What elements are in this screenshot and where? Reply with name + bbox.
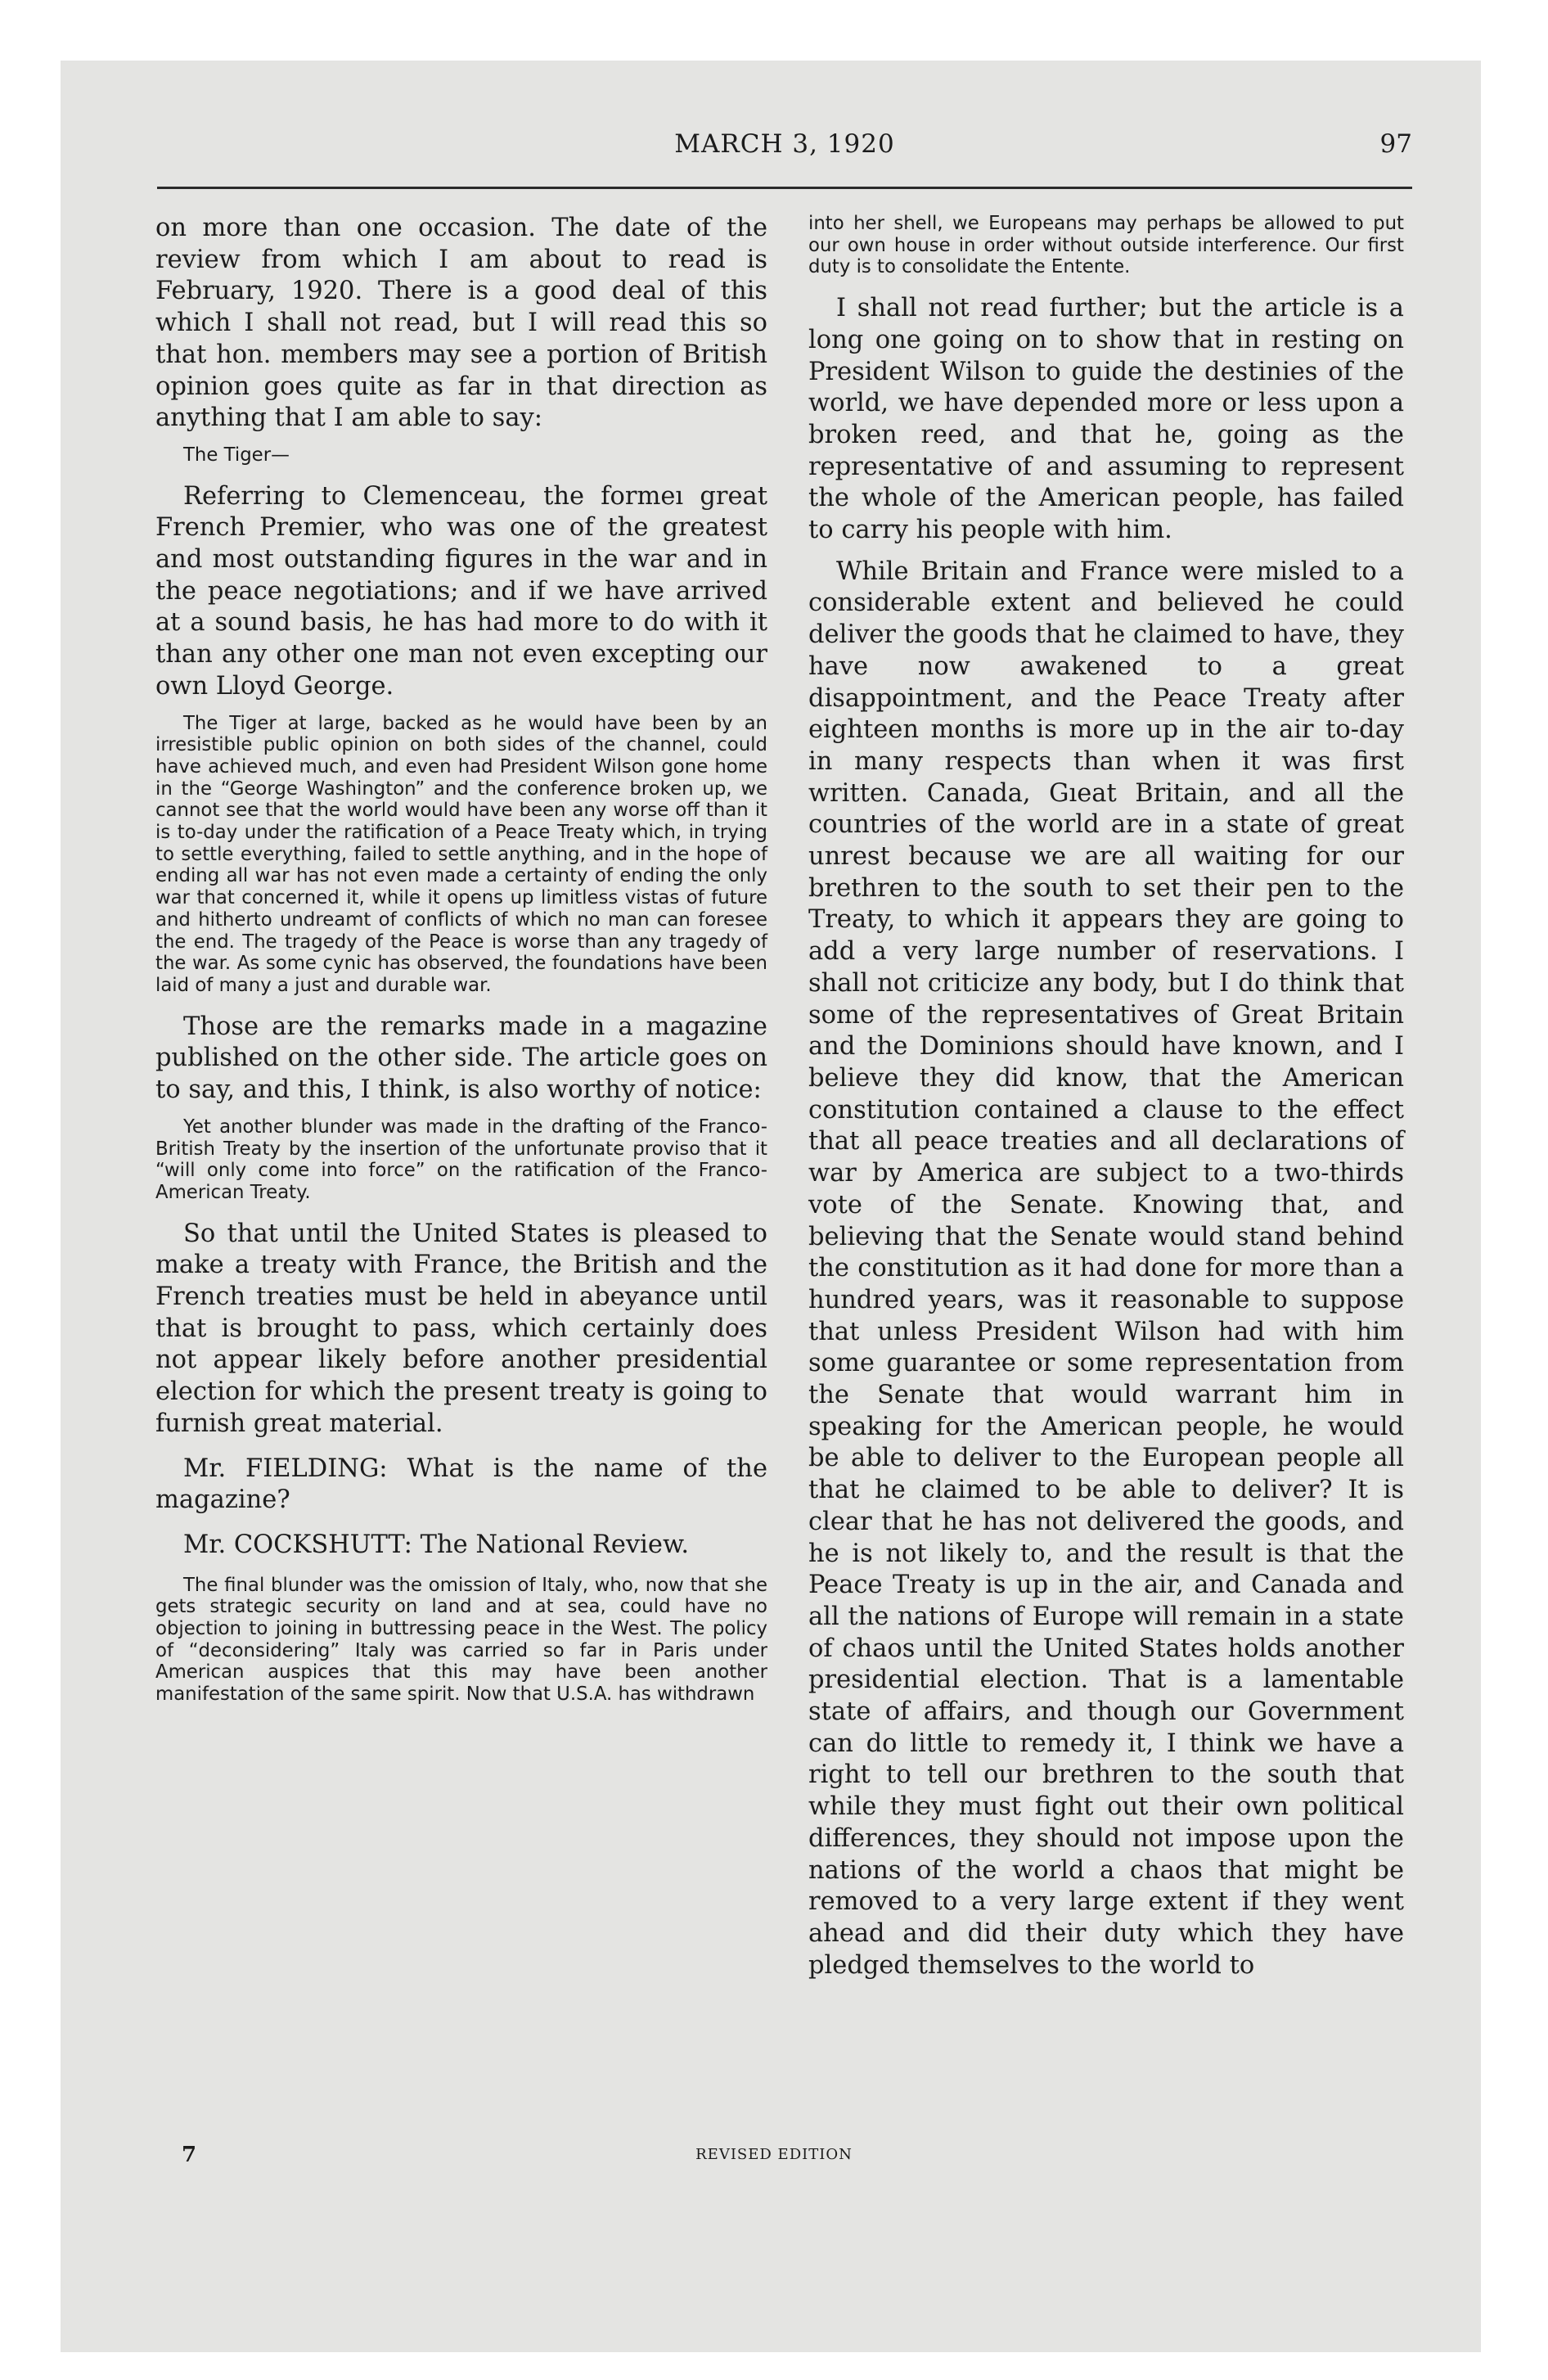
paragraph: on more than one occasion. The date of the review from which I am about to read is February, 1920. There is a good deal of this which I shall not read, but I will read this so that hon. members may see a portion of British opinion goes quite as far in that direction as anything that I am able to say: <box>155 214 767 433</box>
speaker-line: Mr. COCKSHUTT: The National Review. <box>183 1530 690 1559</box>
block-quote: The final blunder was the omission of Italy, who, now that she gets strategic security on land and at sea, could have no objection to joining in buttressing peace in the West. The policy of “deconsidering” Italy was carried so far in Paris under American auspices that this may have been another manifestation of the same spirit. Now that U.S.A. has withdrawn <box>155 1574 767 1706</box>
sheet-number: 7 <box>182 2143 197 2167</box>
paragraph: So that until the United States is pleased to make a treaty with France, the British and the French treaties must be held in abeyance until that is brought to pass, which certainly does not appear likely before another presidential election for which the present treaty is going to furnish great material. <box>155 1219 767 1438</box>
speaker-line: Mr. FIELDING: What is the name of the magazine? <box>155 1454 767 1515</box>
edition-footer: REVISED EDITION <box>695 2146 853 2163</box>
header-date: MARCH 3, 1920 <box>674 129 895 159</box>
page-number: 97 <box>1379 129 1412 159</box>
header-rule <box>157 187 1412 189</box>
paragraph: I shall not read further; but the article is a long one going on to show that in resting on President Wilson to guide the destinies of the world, we have depended more or less upon a broken reed, and that he, going as the representative of and assuming to represent the whole of the American people, has failed to carry his people with him. <box>808 294 1404 545</box>
block-quote: The Tiger at large, backed as he would have been by an irresistible public opinion on both sides of the channel, could have achieved much, and even had President Wilson gone home in the “George Washington” and the conference broken up, we cannot see that the world would have been any worse off than it is to-day under the ratification of a Peace Treaty which, in trying to settle everything, failed to settle anything, and in the hope of ending all war has not even made a certainty of ending the only war that concerned it, while it opens up limitless vistas of future and hitherto undreamt of conflicts of which no man can foresee the end. The tragedy of the Peace is worse than any tragedy of the war. As some cynic has observed, the foundations have been laid of many a just and durable war. <box>155 712 767 996</box>
left-column <box>155 213 767 1720</box>
quote-heading: The Tiger— <box>183 444 290 466</box>
paragraph: Referring to Clemenceau, the formeı great French Premier, who was one of the greatest and most outstanding figures in the war and in the peace negotiations; and if we have arrived at a sound basis, he has had more to do with it than any other one man not even excepting our own Lloyd George. <box>155 481 767 701</box>
block-quote: Yet another blunder was made in the drafting of the Franco-British Treaty by the insertion of the unfortunate proviso that it “will only come into force” on the ratification of the Franco-American Treaty. <box>155 1116 767 1203</box>
block-quote: into her shell, we Europeans may perhaps be allowed to put our own house in order without outside interference. Our first duty is to consolidate the Entente. <box>808 213 1404 278</box>
right-column <box>808 213 1404 1991</box>
paragraph: While Britain and France were misled to a considerable extent and believed he could deliver the goods that he claimed to have, they have now awakened to a great disappointment, and the Peace Treaty after eighteen months is more up in the air to-day in many respects than when it was first written. Canada, Gıeat Britain, and all the countries of the world are in a state of great unrest because we are all waiting for our brethren to the south to set their pen to the Treaty, to which it appears they are going to add a very large number of reservations. I shall not criticize any body, but I do think that some of the representatives of Great Britain and the Dominions should have known, and I believe they did know, that the American constitution contained a clause to the effect that all peace treaties and all declarations of war by America are subject to a two-thirds vote of the Senate. Knowing that, and believing that the Senate would stand behind the constitution as it had done for more than a hundred years, was it reasonable to suppose that unless President Wilson had with him some guarantee or some representation from the Senate that would warrant him in speaking for the American people, he would be able to deliver to the European people all that he claimed to be able to deliver? It is clear that he has not delivered the goods, and he is not likely to, and the result is that the Peace Treaty is up in the air, and Canada and all the nations of Europe will remain in a state of chaos until the United States holds another presidential election. That is a lamentable state of affairs, and though our Government can do little to remedy it, I think we have a right to tell our brethren to the south that while they must fight out their own political differences, they should not impose upon the nations of the world a chaos that might be removed to a very large extent if they went ahead and did their duty which they have pledged themselves to the world to <box>808 557 1404 1980</box>
paragraph: Those are the remarks made in a magazine published on the other side. The article goes on to say, and this, I think, is also worthy of notice: <box>155 1012 767 1105</box>
page-header <box>157 129 1412 178</box>
